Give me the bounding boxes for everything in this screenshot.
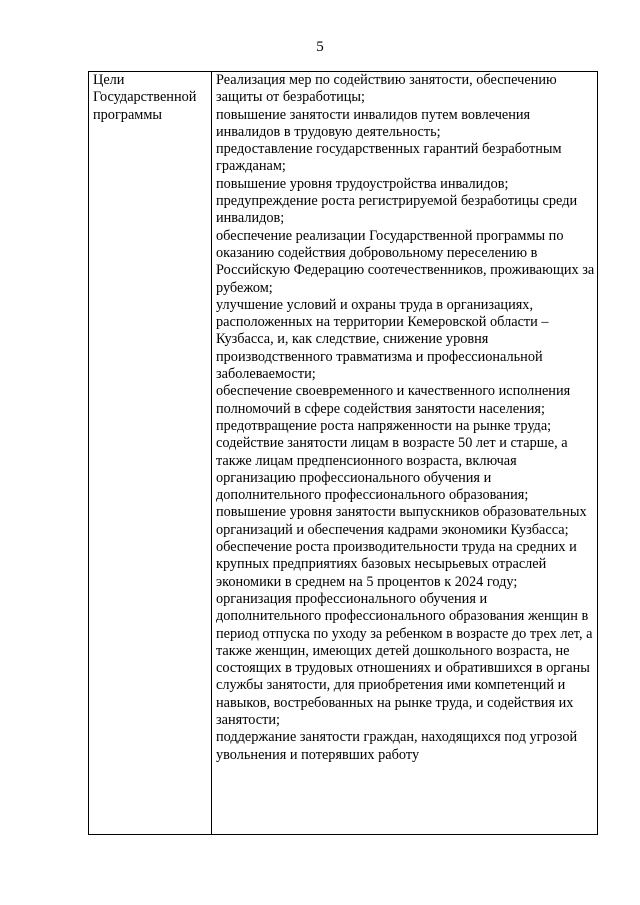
goal-item: повышение уровня занятости выпускников образовательных организаций и обеспечения кадрами экономики Кузбасса;	[216, 504, 587, 538]
goal-item: обеспечение своевременного и качественного исполнения полномочий в сфере содействия занятости населения;	[216, 383, 571, 417]
goal-item: повышение занятости инвалидов путем вовлечения инвалидов в трудовую деятельность;	[216, 106, 531, 140]
row-label-line: программы	[93, 106, 163, 123]
row-label-line: Государственной	[93, 89, 197, 106]
goal-item: поддержание занятости граждан, находящихся под угрозой увольнения и потерявших работу	[216, 729, 578, 763]
page-number: 5	[316, 39, 324, 55]
row-label-line: Цели	[93, 72, 125, 88]
goal-item: предотвращение роста напряженности на рынке труда;	[216, 417, 552, 434]
goal-item: содействие занятости лицам в возрасте 50 лет и старше, а также лицам предпенсионного возраста, включая организацию профессионального обучения и дополнительного профессионального образования;	[216, 435, 568, 504]
goal-item: повышение уровня трудоустройства инвалидов;	[216, 175, 509, 192]
goals-content-cell	[212, 72, 598, 835]
goal-item: обеспечение реализации Государственной программы по оказанию содействия добровольному переселению в Российскую Федерацию соотечественников, проживающих за рубежом;	[216, 227, 595, 296]
program-goals-table	[88, 71, 598, 835]
table-row	[89, 72, 598, 835]
goal-item: предоставление государственных гарантий безработным гражданам;	[216, 141, 562, 175]
goal-item: предупреждение роста регистрируемой безработицы среди инвалидов;	[216, 193, 578, 227]
row-label-cell	[89, 72, 212, 835]
goal-item: Реализация мер по содействию занятости, обеспечению защиты от безработицы;	[216, 72, 557, 106]
goal-item: обеспечение роста производительности труда на средних и крупных предприятиях базовых несырьевых отраслей экономики в среднем на 5 процентов к 2024 году;	[216, 539, 577, 590]
goal-item: улучшение условий и охраны труда в организациях, расположенных на территории Кемеровской области – Кузбасса, и, как следствие, снижение уровня производственного травматизма и профессиональной заболеваемости;	[216, 296, 549, 383]
goal-item: организация профессионального обучения и дополнительного профессионального образования женщин в период отпуска по уходу за ребенком в возрасте до трех лет, а также женщин, имеющих детей дошкольного возраста, не состоящих в трудовых отношениях и обратившихся в органы службы занятости, для приобретения ими компетенций и навыков, востребованных на рынке труда, и содействия их занятости;	[216, 590, 593, 728]
